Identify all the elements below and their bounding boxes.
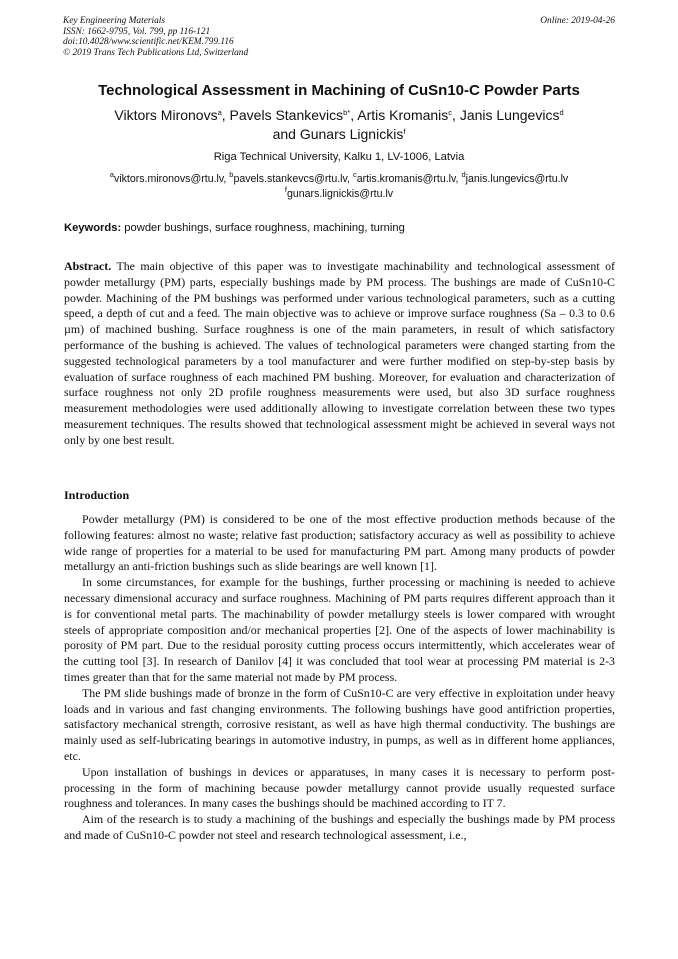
author-conjunction: and [272, 126, 300, 142]
paper-title: Technological Assessment in Machining of CuSn10-C Powder Parts [98, 82, 580, 99]
abstract [64, 259, 615, 449]
author-name: Pavels Stankevics [229, 107, 344, 123]
author-marker: f [403, 127, 406, 136]
paragraph: In some circumstances, for example for the bushings, further processing or machining is needed to achieve necessary dimensional accuracy and surface roughness. Machining of PM parts requires different approach than it is for conventional metal parts. The machinability of powder metallurgy steels is lower compared with wrought steels of appropriate composition and/or mechanical properties [2]. One of the aspects of lower machinability is porosity of PM part. Due to the residual porosity cutting process occurs intermittently, which accelerates wear of the cutting tool [3]. In research of Danilov [4] it was concluded that tool wear at processing PM material is 2-3 times greater than that for the same material not made by PM process. [64, 575, 615, 684]
email-marker: a [109, 170, 114, 179]
copyright-line: © 2019 Trans Tech Publications Ltd, Switzerland [63, 47, 249, 58]
email-marker: b [229, 170, 234, 179]
email-address: janis.lungevics@rtu.lv [465, 173, 569, 185]
email-address: gunars.lignickis@rtu.lv [286, 187, 394, 200]
author-separator: , [221, 107, 230, 123]
keywords-label: Keywords: [64, 222, 122, 234]
affiliation: Riga Technical University, Kalku 1, LV-1006, Latvia [213, 151, 465, 163]
email-address: pavels.stankevcs@rtu.lv, [233, 173, 353, 185]
paragraph: The PM slide bushings made of bronze in the form of CuSn10-C are very effective in exploitation under heavy loads and in various and fast changing environments. The following bushings have good antifriction properties, satisfactory mechanical strength, corrosive resistant, as well as have high thermal conductivity. The bushings are mainly used as self-lubricating bearings in automotive industry, in pumps, as well as in different home appliances, etc. [64, 685, 615, 763]
email-address: artis.kromanis@rtu.lv, [356, 173, 462, 185]
author-separator: , [452, 107, 460, 123]
journal-name: Key Engineering Materials [63, 16, 166, 26]
email-marker: d [461, 170, 466, 179]
doi-line: doi:10.4028/www.scientific.net/KEM.799.116 [63, 37, 234, 48]
keywords-text: powder bushings, surface roughness, machining, turning [121, 222, 405, 234]
section-heading-introduction: Introduction [64, 488, 130, 502]
online-date: Online: 2019-04-26 [540, 16, 615, 26]
author-name: Gunars Lignickis [299, 126, 404, 142]
email-address: viktors.mironovs@rtu.lv, [113, 173, 230, 185]
paragraph: Powder metallurgy (PM) is considered to be one of the most effective production methods because of the following features: almost no waste; relative fast production; satisfactory accuracy as well as possibility to achieve wide range of properties for a material to be used for manufacturing PM part. Among many products of powder metallurgy an anti-friction bushings such as slide bearings are well known [1]. [64, 512, 615, 574]
email-marker: f [284, 184, 287, 194]
paragraph: Aim of the research is to study a machining of the bushings and especially the bushings made by PM process and made of CuSn10-C powder not steel and research technological assessment, i.e., [64, 812, 615, 842]
author-marker: b* [343, 108, 351, 117]
author-name: Janis Lungevics [459, 107, 560, 123]
issn-line: ISSN: 1662-9795, Vol. 799, pp 116-121 [63, 26, 211, 37]
author-marker: a [217, 108, 222, 117]
author-separator: , [350, 107, 358, 123]
journal-header [63, 16, 615, 58]
email-list [40, 172, 638, 201]
introduction-body [64, 512, 615, 844]
email-marker: c [352, 170, 357, 179]
author-list [40, 106, 638, 144]
author-name: Artis Kromanis [357, 107, 449, 123]
author-marker: d [559, 108, 564, 117]
author-marker: c [448, 108, 453, 117]
paragraph: Upon installation of bushings in devices or apparatuses, in many cases it is necessary to perform post-processing in the form of machining because powder metallurgy cannot provide usually requested surface roughness and tolerances. In many cases the bushings should be machined according to IT 7. [64, 764, 615, 811]
abstract-text: The main objective of this paper was to investigate machinability and technological assessment of powder metallurgy (PM) parts, especially bushings made by PM process. The bushings are made of CuSn10-C powder. Machining of the PM bushings was performed under various technological parameters, such as a cutting speed, a depth of cut and a feed. The main objective was to achieve or improve surface roughness (Sa – 0.3 to 0.6 µm) of machined bushing. Surface roughness is one of the main parameters, in result of which satisfactory performance of the bushing is achieved. The values of technological parameters were changed starting from the suggested technological parameters by a tool manufacturer and were further modified on step-by-step basis by evaluation of surface roughness of each machined PM bushing. Moreover, for evaluation and characterization of surface roughness not only 2D profile roughness measurements were used, but also 3D surface roughness measurement methodologies were used additionally allowing to investigate correlation between these two types measurement techniques. The results showed that technological assessment might be achieved in several ways not only by one best result. [64, 259, 615, 447]
abstract-label: Abstract. [64, 259, 112, 273]
keywords [64, 222, 616, 234]
author-name: Viktors Mironovs [114, 107, 218, 123]
